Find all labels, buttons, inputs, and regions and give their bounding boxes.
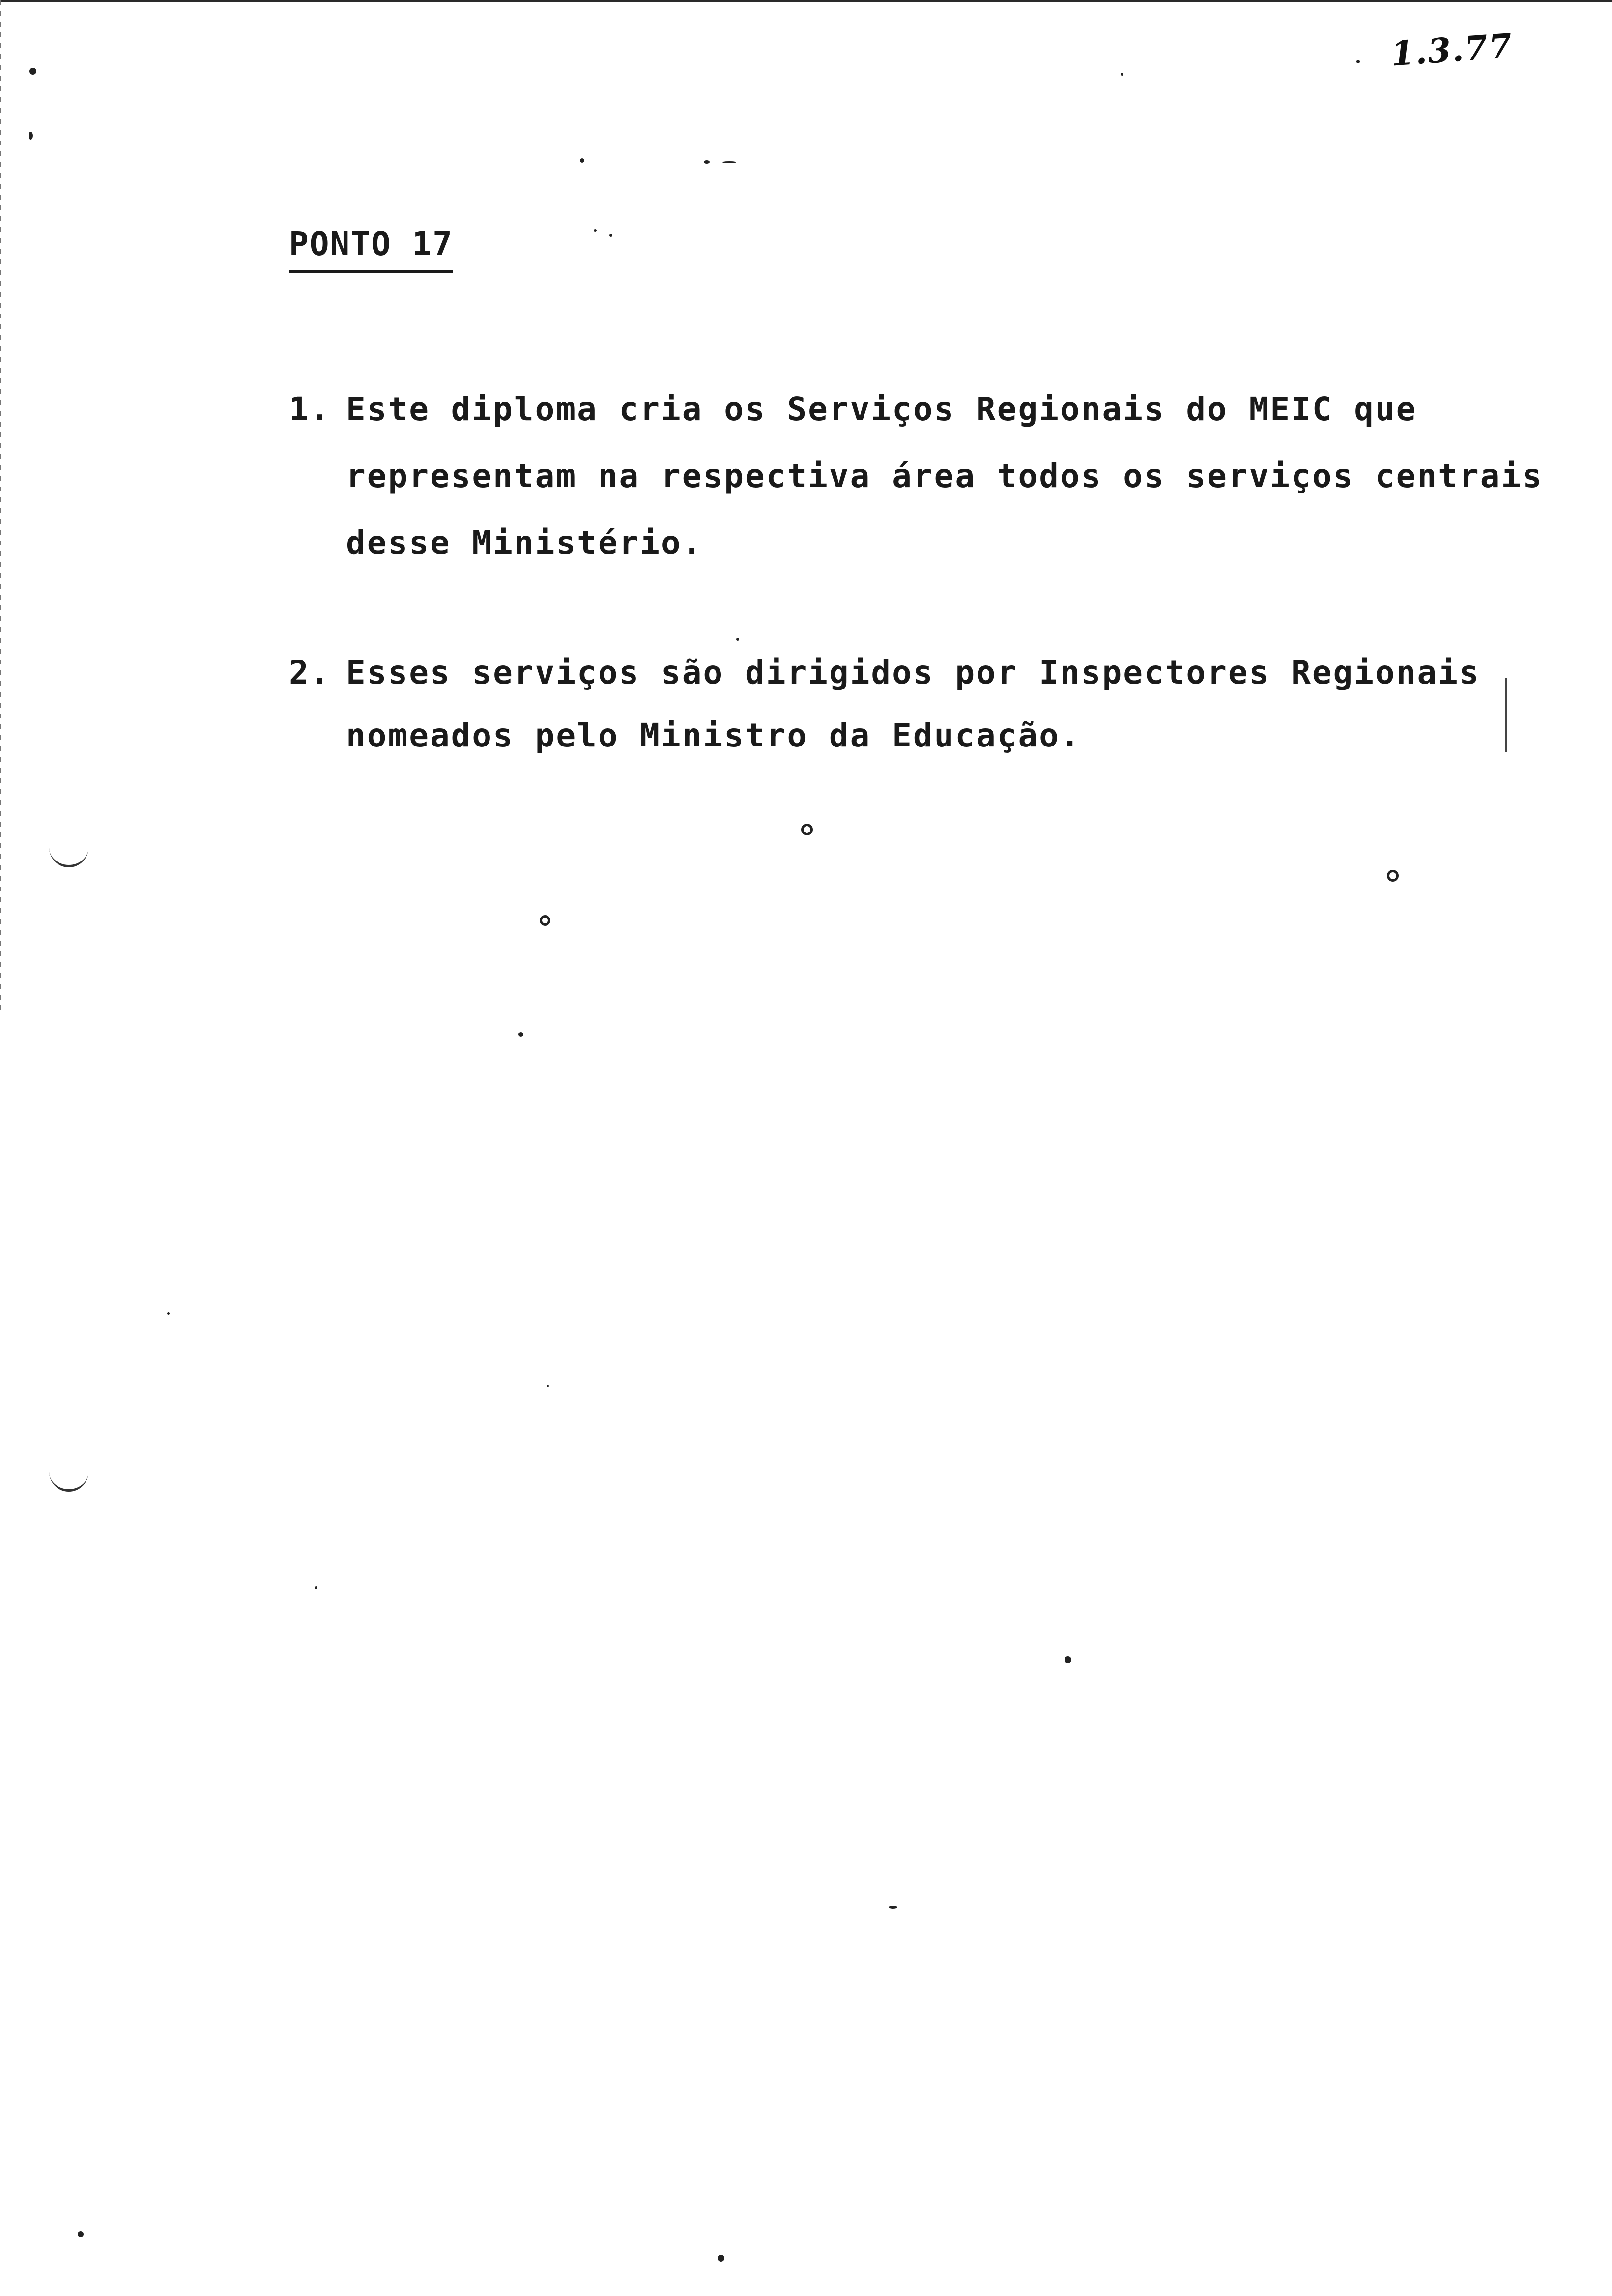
scan-speck	[547, 1385, 549, 1387]
scan-speck	[1356, 60, 1360, 63]
list-item-text: nomeados pelo Ministro da Educação.	[346, 717, 1081, 754]
list-item	[289, 376, 1543, 576]
scan-speck	[580, 158, 584, 163]
scan-speck	[722, 161, 736, 163]
list-item-text: representam na respectiva área todos os serviços centrais	[346, 457, 1543, 495]
heading-block	[289, 225, 453, 273]
document-heading: PONTO 17	[289, 225, 453, 273]
scan-speck	[889, 1906, 897, 1909]
list-item-line	[289, 376, 1543, 443]
page-top-border	[0, 0, 1612, 2]
scan-speck	[1065, 1656, 1071, 1663]
scan-speck	[1121, 73, 1123, 76]
scan-speck	[594, 229, 597, 232]
binding-hole-arc	[49, 1464, 88, 1492]
scan-speck	[609, 234, 612, 237]
list-item-text: desse Ministério.	[346, 524, 703, 562]
scan-ring-artifact	[540, 915, 550, 926]
list-item-number: 2.	[289, 654, 331, 691]
binding-hole-arc	[49, 835, 88, 867]
list-item-text: Este diploma cria os Serviços Regionais do MEIC que	[346, 390, 1417, 428]
scan-ring-artifact	[801, 824, 813, 835]
list-item-line	[289, 641, 1480, 704]
list-item-text: Esses serviços são dirigidos por Inspectores Regionais	[346, 654, 1480, 691]
scan-speck	[718, 2255, 724, 2262]
scan-speck	[736, 638, 739, 641]
list-item-number: 1.	[289, 390, 331, 428]
scan-speck	[704, 160, 710, 164]
scan-speck	[167, 1312, 170, 1315]
margin-mark	[1505, 678, 1507, 752]
page-left-edge-scan-artifact	[0, 0, 1, 1012]
scan-speck	[78, 2231, 84, 2237]
scan-ring-artifact	[1387, 870, 1399, 882]
list-item	[289, 641, 1480, 767]
scan-speck	[29, 68, 36, 75]
scan-speck	[518, 1032, 523, 1037]
scan-speck	[315, 1586, 317, 1589]
handwritten-date: 1.3.77	[1389, 26, 1515, 74]
scan-speck	[29, 132, 33, 140]
